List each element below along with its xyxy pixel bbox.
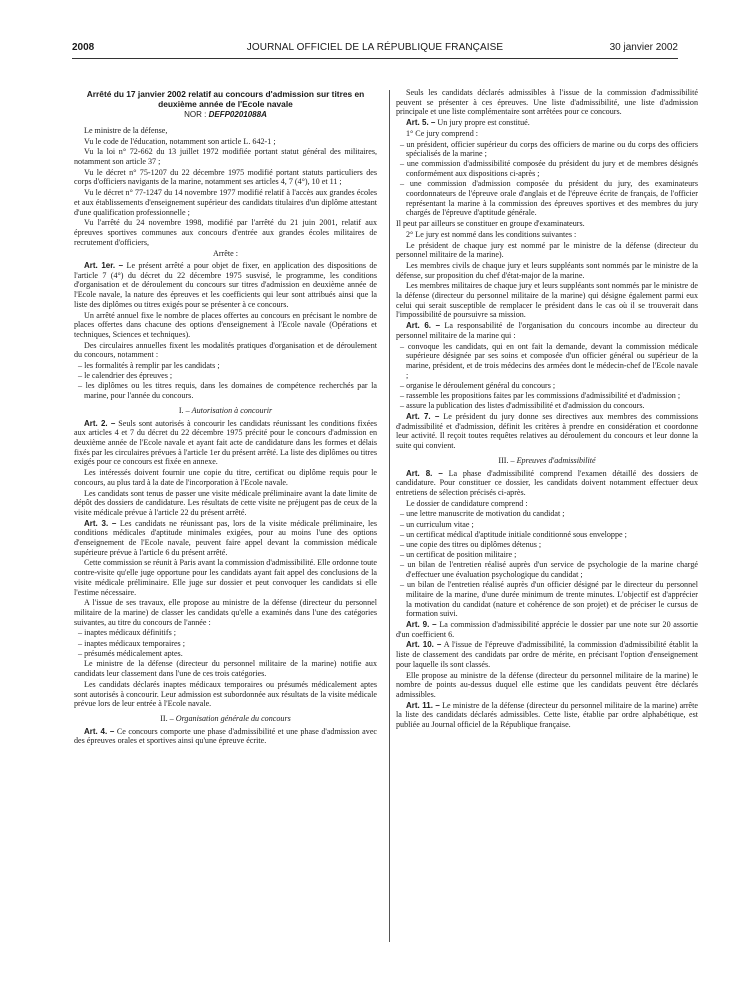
paragraph: Seuls les candidats déclarés admissibles à l'issue de la commission d'admissibilité peuvent se présenter à ces épreuves. Une liste d'admissibilité, une liste d'admission principale et une liste complémentaire sont arrêtées pour ce concours.	[396, 88, 698, 117]
article-label: Art. 1er. –	[84, 261, 124, 271]
section-number: I. –	[178, 405, 190, 415]
paragraph: Un arrêté annuel fixe le nombre de places offertes au concours en précisant le nombre de places offertes dans chacune des options d'enseignement à l'Ecole navale (Opérations et techniques, Sciences et techniques).	[74, 310, 377, 339]
article-label: Art. 10. –	[406, 640, 442, 650]
article-4	[74, 727, 377, 746]
article-8	[396, 469, 698, 498]
journal-title: JOURNAL OFFICIEL DE LA RÉPUBLIQUE FRANÇAISE	[246, 42, 504, 53]
section-title: Organisation générale du concours	[175, 713, 291, 723]
list	[396, 342, 698, 411]
section-heading	[74, 406, 377, 416]
list-item: – présumés médicalement aptes.	[78, 648, 183, 658]
article-label: Art. 2. –	[84, 418, 116, 428]
article-label: Art. 6. –	[406, 321, 441, 331]
article-7	[396, 412, 698, 451]
page-number: 2008	[72, 42, 95, 53]
article-text: Le présent arrêté a pour objet de fixer, en application des dispositions de l'article 7 (4°) du décret du 22 décembre 1975 susvisé, le programme, les conditions d'organisation et de déroulement du concours sur titres d'admission en deuxième année de l'Ecole navale, la nature des épreuves et les coefficients qui leur sont attribués ainsi que la liste des diplômes ou titres exigés pour se présenter à ce concours.	[74, 261, 378, 309]
paragraph: Cette commission se réunit à Paris avant la commission d'admissibilité. Elle ordonne toute contre-visite qu'elle juge opportune pour les candidats ayant fait appel des conclusions de la visite médicale préliminaire. Elle juge sur dossier et peut convoquer les candidats si elle l'estime nécessaire.	[74, 558, 378, 597]
right-column	[396, 88, 698, 731]
article-text: La commission d'admissibilité apprécie le dossier par une note sur 20 assortie d'un coefficient 6.	[396, 620, 699, 639]
paragraph: A l'issue de ses travaux, elle propose au ministre de la défense (directeur du personnel militaire de la marine) de classer les candidats qu'elle a examinés dans l'une des catégories suivantes, au titre du concours de l'année :	[74, 598, 377, 627]
list	[396, 140, 698, 219]
list-item: – une commission d'admissibilité composée du président du jury et de membres désignés conformément aux dispositions ci-après ;	[400, 159, 698, 179]
article-text: La responsabilité de l'organisation du concours incombe au directeur du personnel militaire de la marine qui :	[396, 321, 698, 340]
article-11	[396, 701, 698, 730]
issue-date: 30 janvier 2002	[609, 42, 678, 53]
paragraph: Les membres civils de chaque jury et leurs suppléants sont nommés par le ministre de la défense, sur proposition du chef d'état-major de la marine.	[396, 260, 698, 280]
article-2	[74, 419, 377, 468]
paragraph: Les intéressés doivent fournir une copie du titre, certificat ou diplôme requis pour le concours, au plus tard à la date de l'incorporation à l'Ecole navale.	[74, 468, 377, 487]
article-text: Les candidats ne réunissant pas, lors de la visite médicale préliminaire, les conditions médicales d'aptitude minimales exigées, pour au moins l'une des options d'enseignement de l'Ecole navale, peuvent faire appel devant la commission médicale supérieure prévue à l'article 6 du présent arrêté.	[74, 518, 378, 557]
paragraph: 2° Le jury est nommé dans les conditions suivantes :	[406, 229, 577, 239]
list	[74, 628, 377, 658]
article-text: Seuls sont autorisés à concourir les candidats réunissant les conditions fixées aux articles 4 et 7 du décret du 22 décembre 1975 précité pour le concours d'admission en deuxième année de l'Ecole navale et ayant fait acte de candidature dans les formes et délais fixés par les circulaires prévues à l'article 1er du présent arrêté. La liste des diplômes ou titres exigés pour ce concours est fixée en annexe.	[74, 418, 377, 467]
list	[396, 509, 698, 619]
section-number: III. –	[498, 455, 515, 465]
article-text: Le ministre de la défense (directeur du personnel militaire de la marine) arrête la liste des candidats déclarés admissibles. Cette liste, établie par ordre alphabétique, est publiée au Journal officiel de la République française.	[396, 700, 698, 730]
left-column	[74, 88, 377, 747]
paragraph: Elle propose au ministre de la défense (directeur du personnel militaire de la marine) le nombre de points au-dessus duquel elle estime que les candidats peuvent être déclarés admissibles.	[396, 670, 698, 699]
list-item: – un certificat de position militaire ;	[400, 550, 517, 560]
list-item: – organise le déroulement général du concours ;	[400, 380, 556, 390]
article-label: Art. 3. –	[84, 518, 117, 528]
paragraph: Des circulaires annuelles fixent les modalités pratiques d'organisation et de déroulement du concours, notamment :	[74, 340, 377, 360]
list-item: – convoque les candidats, qui en ont fait la demande, devant la commission médicale supérieure désignée par ses soins et composée d'un officier général ou supérieur de la marine, président, et de trois médecins des armées dont le médecin-chef de l'Ecole navale ;	[400, 341, 698, 380]
list-item: – inaptes médicaux temporaires ;	[78, 638, 185, 648]
header-rule	[72, 58, 678, 59]
article-label: Art. 4. –	[84, 726, 115, 736]
paragraph: Les candidats déclarés inaptes médicaux temporaires ou présumés médicalement aptes sont autorisés à concourir. Leur admission est subordonnée aux résultats de la visite médicale prévue lors de leur entrée à l'Ecole navale.	[74, 679, 377, 709]
list-item: – une lettre manuscrite de motivation du candidat ;	[400, 509, 565, 519]
list-item: – un bilan de l'entretien réalisé auprès d'un officier désigné par le directeur du personnel militaire de la marine, d'une durée minimum de trente minutes. L'objectif est d'apprécier la motivation du candidat (nature et cohérence de son projet) et de préciser le cursus de formation suivi.	[400, 580, 698, 619]
article-6	[396, 321, 698, 340]
list-item: – rassemble les propositions faites par les commissions d'admissibilité et d'admission ;	[400, 391, 681, 401]
visa-paragraph: Vu le décret n° 77-1247 du 14 novembre 1977 modifié relatif à l'accès aux grandes écoles et aux établissements d'enseignement supérieur des candidats titulaires d'un diplôme attestant d'une qualification professionnelle ;	[74, 188, 377, 217]
nor-prefix: NOR :	[184, 110, 207, 120]
article-3	[74, 519, 377, 558]
section-heading	[396, 456, 698, 466]
visa-paragraph: Vu le décret n° 75-1207 du 22 décembre 1975 modifié portant statuts particuliers des corps d'officiers navigants de la marine, notamment ses articles 4, 7 (4°), 10 et 11 ;	[74, 167, 377, 187]
page-header	[72, 42, 678, 56]
article-text: Le président du jury donne ses directives aux membres des commissions d'admissibilité et d'admission, définit les critères à prendre en considération et coordonne leur activité. Il reçoit toutes requêtes relatives au déroulement du concours et leur donne la suite qui convient.	[396, 412, 699, 451]
list-item: – assure la publication des listes d'admissibilité et d'admission du concours.	[400, 401, 645, 411]
list-item: – les formalités à remplir par les candidats ;	[78, 361, 220, 371]
article-9	[396, 620, 698, 639]
visas-list	[74, 126, 377, 247]
section-title: Autorisation à concourir	[191, 405, 273, 415]
list-item: – un certificat médical d'aptitude initiale conditionné sous enveloppe ;	[400, 529, 627, 539]
list-item: – le calendrier des épreuves ;	[78, 371, 173, 381]
article-label: Art. 11. –	[406, 700, 440, 710]
paragraph: Le dossier de candidature comprend :	[406, 498, 528, 508]
paragraph: Il peut par ailleurs se constituer en groupe d'examinateurs.	[396, 219, 585, 229]
article-label: Art. 8. –	[406, 468, 443, 478]
article-5	[396, 118, 698, 128]
article-text: A l'issue de l'épreuve d'admissibilité, la commission d'admissibilité établit la liste de classement des candidats par ordre de mérite, en précisant l'option d'enseignement pour laquelle ils sont classés.	[396, 640, 698, 669]
paragraph: Le ministre de la défense (directeur du personnel militaire de la marine) notifie aux candidats leur classement dans l'une de ces trois catégories.	[74, 659, 377, 679]
article-label: Art. 9. –	[406, 620, 437, 630]
list-item: – un bilan de l'entretien réalisé auprès d'un service de psychologie de la marine chargé d'effectuer une évaluation psychologique du candidat ;	[400, 560, 698, 580]
list-item: – les diplômes ou les titres requis, dans les domaines de compétence recherchés par la marine, pour l'année du concours.	[78, 381, 377, 401]
list-item: – une commission d'admission composée du président du jury, des examinateurs coordonnateurs de l'épreuve orale d'anglais et de l'épreuve écrite de français, de l'officier représentant la marine à la commission des épreuves sportives et des membres du jury chargés de l'épreuve d'aptitude générale.	[400, 179, 698, 218]
article-text: Ce concours comporte une phase d'admissibilité et une phase d'admission avec des épreuves orales et sportives ainsi qu'une épreuve écrite.	[74, 726, 378, 746]
section-title: Epreuves d'admissibilité	[516, 455, 596, 465]
list-item: – inaptes médicaux définitifs ;	[78, 628, 176, 638]
nor-code: DEFP0201088A	[208, 110, 267, 120]
section-heading	[74, 714, 377, 724]
paragraph: Le président de chaque jury est nommé par le ministre de la défense (directeur du personnel militaire de la marine).	[396, 240, 698, 260]
article-label: Art. 7. –	[406, 412, 440, 421]
arrete-heading: Arrête :	[213, 249, 238, 259]
visa-paragraph: Vu le code de l'éducation, notamment son article L. 642-1 ;	[84, 136, 276, 146]
article-1	[74, 261, 377, 310]
article-text: La phase d'admissibilité comprend l'examen détaillé des dossiers de candidature. Pour constituer ce dossier, les candidats doivent notamment effectuer deux entretiens de sélection précisés ci-après.	[396, 468, 699, 497]
section-number: II. –	[160, 713, 174, 723]
visa-paragraph: Vu la loi n° 72-662 du 13 juillet 1972 modifiée portant statut général des militaires, notamment son article 37 ;	[74, 147, 377, 167]
visa-paragraph: Le ministre de la défense,	[84, 125, 168, 135]
list	[74, 361, 377, 401]
article-10	[396, 640, 698, 669]
visa-paragraph: Vu l'arrêté du 24 novembre 1998, modifié par l'arrêté du 21 juin 2001, relatif aux épreuves sportives communes aux concours d'entrée aux grandes écoles militaires de recrutement d'officiers,	[74, 218, 377, 247]
decree-title: Arrêté du 17 janvier 2002 relatif au concours d'admission sur titres en deuxième année de l'Ecole navale	[86, 89, 365, 109]
nor-reference	[74, 110, 377, 120]
list-item: – un président, officier supérieur du corps des officiers de marine ou du corps des officiers spécialisés de la marine ;	[400, 139, 698, 159]
article-text: Un jury propre est constitué.	[437, 118, 530, 128]
paragraph: Les membres militaires de chaque jury et leurs suppléants sont nommés par le ministre de la défense (directeur du personnel militaire de la marine) qui désigne également parmi eux celui qui serait susceptible de remplacer le président dans le cas où il se trouverait dans l'impossibilité de poursuivre sa mission.	[396, 281, 698, 320]
list-item: – une copie des titres ou diplômes détenus ;	[400, 539, 542, 549]
article-label: Art. 5. –	[406, 118, 436, 128]
column-divider	[389, 90, 390, 942]
list-item: – un curriculum vitae ;	[400, 519, 474, 529]
paragraph: 1° Ce jury comprend :	[406, 128, 479, 138]
paragraph: Les candidats sont tenus de passer une visite médicale préliminaire avant la date limite de dépôt des dossiers de candidature. Les résultats de cette visite ne préjugent pas de ceux de la visite médicale prévue à l'article 22 du présent arrêté.	[74, 488, 377, 517]
